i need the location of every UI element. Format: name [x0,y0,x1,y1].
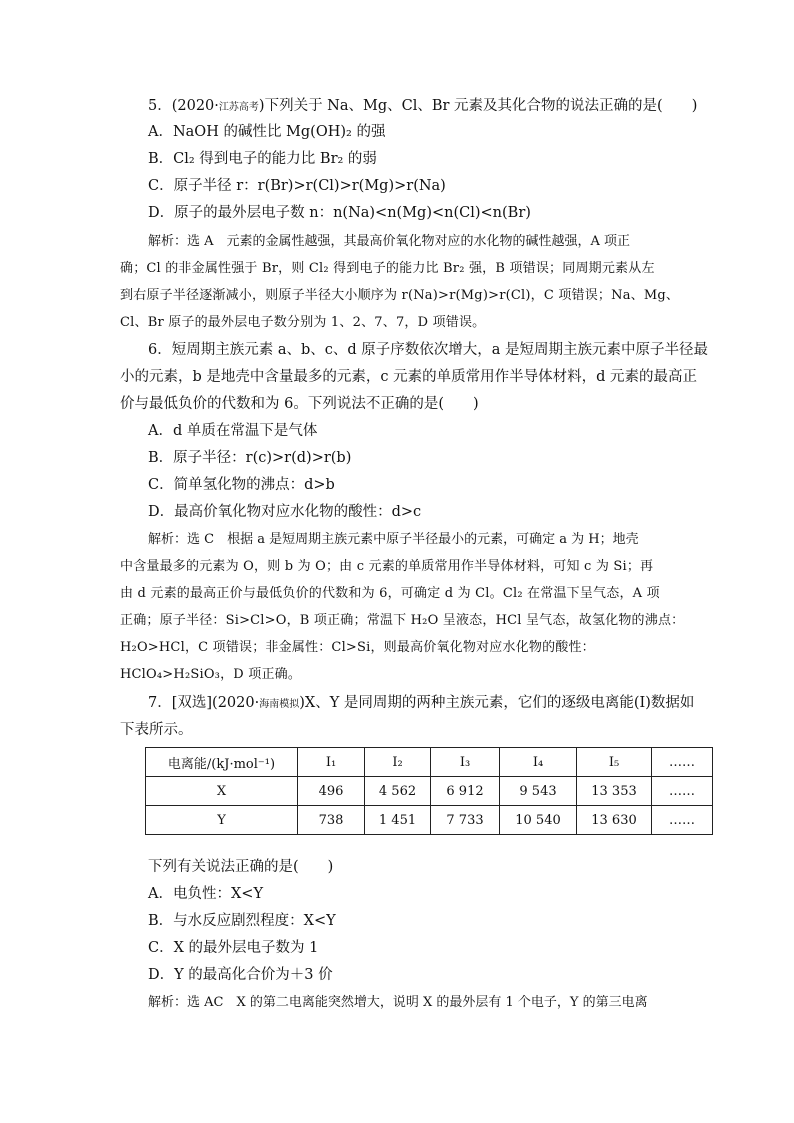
q5-stem: 5．(2020·江苏高考)下列关于 Na、Mg、Cl、Br 元素及其化合物的说法正确的是( ) [148,98,698,114]
table-cell: 496 [298,777,365,806]
q5-source: 江苏高考 [218,102,259,113]
q5-option-a: A．NaOH 的碱性比 Mg(OH)₂ 的强 [148,124,386,140]
table-cell: X [146,777,298,806]
table-cell: 10 540 [500,806,577,835]
q5-analysis-line: 到右原子半径逐渐减小，则原子半径大小顺序为 r(Na)>r(Mg)>r(Cl)，C 项错误；Na、Mg、 [120,288,680,303]
table-row [146,806,713,835]
q6-analysis-line: 正确；原子半径：Si>Cl>O，B 项正确；常温下 H₂O 呈液态，HCl 呈气态，故氢化物的沸点： [120,613,685,628]
q6-analysis-line: 中含量最多的元素为 O，则 b 为 O；由 c 元素的单质常用作半导体材料，可知 c 为 Si；再 [120,559,654,574]
table-header-cell: I₅ [577,748,652,777]
table-cell: …… [652,777,713,806]
q7-question: 下列有关说法正确的是( ) [148,859,334,875]
q7-option-d: D．Y 的最高化合价为＋3 价 [148,967,333,983]
table-cell: 7 733 [431,806,500,835]
table-cell: 6 912 [431,777,500,806]
table-header-row [146,748,713,777]
q6-option-c: C．简单氢化物的沸点：d>b [148,477,335,493]
q6-analysis-line: 解析：选 C 根据 a 是短周期主族元素中原子半径最小的元素，可确定 a 为 H；地壳 [148,532,639,547]
q7-analysis-line: 解析：选 AC X 的第二电离能突然增大，说明 X 的最外层有 1 个电子，Y 的第三电离 [148,995,648,1010]
q6-stem-line: 小的元素，b 是地壳中含量最多的元素，c 元素的单质常用作半导体材料，d 元素的最高正 [120,369,698,385]
table-header-cell: 电离能/(kJ·mol⁻¹) [146,748,298,777]
table-header-cell: I₁ [298,748,365,777]
q6-analysis-line: HClO₄>H₂SiO₃，D 项正确。 [120,667,302,682]
q7-source: 海南模拟 [259,699,300,710]
table-row [146,777,713,806]
q6-stem-line: 价与最低负价的代数和为 6。下列说法不正确的是( ) [120,396,479,412]
table-header-cell: I₃ [431,748,500,777]
q7-option-a: A．电负性：X<Y [148,886,264,902]
table-cell: 1 451 [365,806,431,835]
table-header-cell: I₂ [365,748,431,777]
table-cell: 13 630 [577,806,652,835]
q5-option-d: D．原子的最外层电子数 n：n(Na)<n(Mg)<n(Cl)<n(Br) [148,205,531,221]
table-cell: 4 562 [365,777,431,806]
table-cell: 9 543 [500,777,577,806]
q6-option-a: A．d 单质在常温下是气体 [148,423,318,439]
table-cell: 13 353 [577,777,652,806]
q7-stem: 7．[双选](2020·海南模拟)X、Y 是同周期的两种主族元素，它们的逐级电离能(I)数据如 [148,695,695,711]
ionization-energy-table [145,747,713,835]
q7-stem-line2: 下表所示。 [120,722,193,738]
q5-option-b: B．Cl₂ 得到电子的能力比 Br₂ 的弱 [148,151,377,167]
q6-stem-line: 6．短周期主族元素 a、b、c、d 原子序数依次增大，a 是短周期主族元素中原子半径最 [148,342,709,358]
table-header-cell: I₄ [500,748,577,777]
q5-option-c: C．原子半径 r：r(Br)>r(Cl)>r(Mg)>r(Na) [148,178,446,194]
table-cell: …… [652,806,713,835]
q6-option-b: B．原子半径：r(c)>r(d)>r(b) [148,450,352,466]
q6-analysis-line: 由 d 元素的最高正价与最低负价的代数和为 6，可确定 d 为 Cl。Cl₂ 在常温下呈气态，A 项 [120,586,660,601]
q5-analysis-line: Cl、Br 原子的最外层电子数分别为 1、2、7、7，D 项错误。 [120,315,486,330]
table-header-cell: …… [652,748,713,777]
q6-option-d: D．最高价氧化物对应水化物的酸性：d>c [148,504,422,520]
table-cell: 738 [298,806,365,835]
q5-analysis-line: 解析：选 A 元素的金属性越强，其最高价氧化物对应的水化物的碱性越强，A 项正 [148,234,631,249]
q6-analysis-line: H₂O>HCl，C 项错误；非金属性：Cl>Si，则最高价氧化物对应水化物的酸性： [120,640,595,655]
q5-analysis-line: 确；Cl 的非金属性强于 Br，则 Cl₂ 得到电子的能力比 Br₂ 强，B 项错误；同周期元素从左 [120,261,655,276]
q7-option-c: C．X 的最外层电子数为 1 [148,940,319,956]
q7-option-b: B．与水反应剧烈程度：X<Y [148,913,336,929]
table-cell: Y [146,806,298,835]
